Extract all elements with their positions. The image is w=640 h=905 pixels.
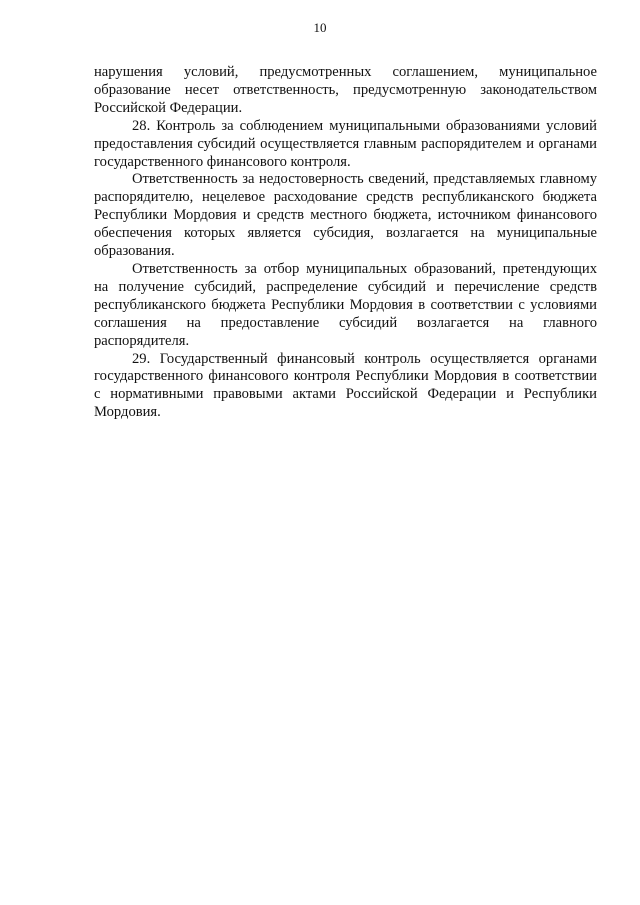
paragraph-continuation: нарушения условий, предусмотренных соглашением, муниципальное образование несет ответственность, предусмотренную законодательством Российской Федерации.	[94, 64, 597, 116]
paragraph-28-control: 28. Контроль за соблюдением муниципальными образованиями условий предоставления субсидий осуществляется главным распорядителем и органами государственного финансового контроля.	[94, 117, 597, 170]
paragraph-29-financial-control: 29. Государственный финансовый контроль осуществляется органами государственного финансового контроля Республики Мордовия в соответствии с нормативными правовыми актами Российской Федерации и Республики Мордовия.	[94, 350, 597, 421]
paragraph-responsibility-accuracy: Ответственность за недостоверность сведений, представляемых главному распорядителю, нецелевое расходование средств республиканского бюджета Республики Мордовия и средств местного бюджета, источником финансового обеспечения которых является субсидия, возлагается на муниципальные образования.	[94, 171, 597, 260]
document-body	[94, 64, 597, 422]
paragraph-responsibility-selection: Ответственность за отбор муниципальных образований, претендующих на получение субсидий, распределение субсидий и перечисление средств республиканского бюджета Республики Мордовия в соответствии с условиями соглашения на предоставление субсидий возлагается на главного распорядителя.	[94, 260, 597, 349]
page-number: 10	[313, 20, 327, 35]
